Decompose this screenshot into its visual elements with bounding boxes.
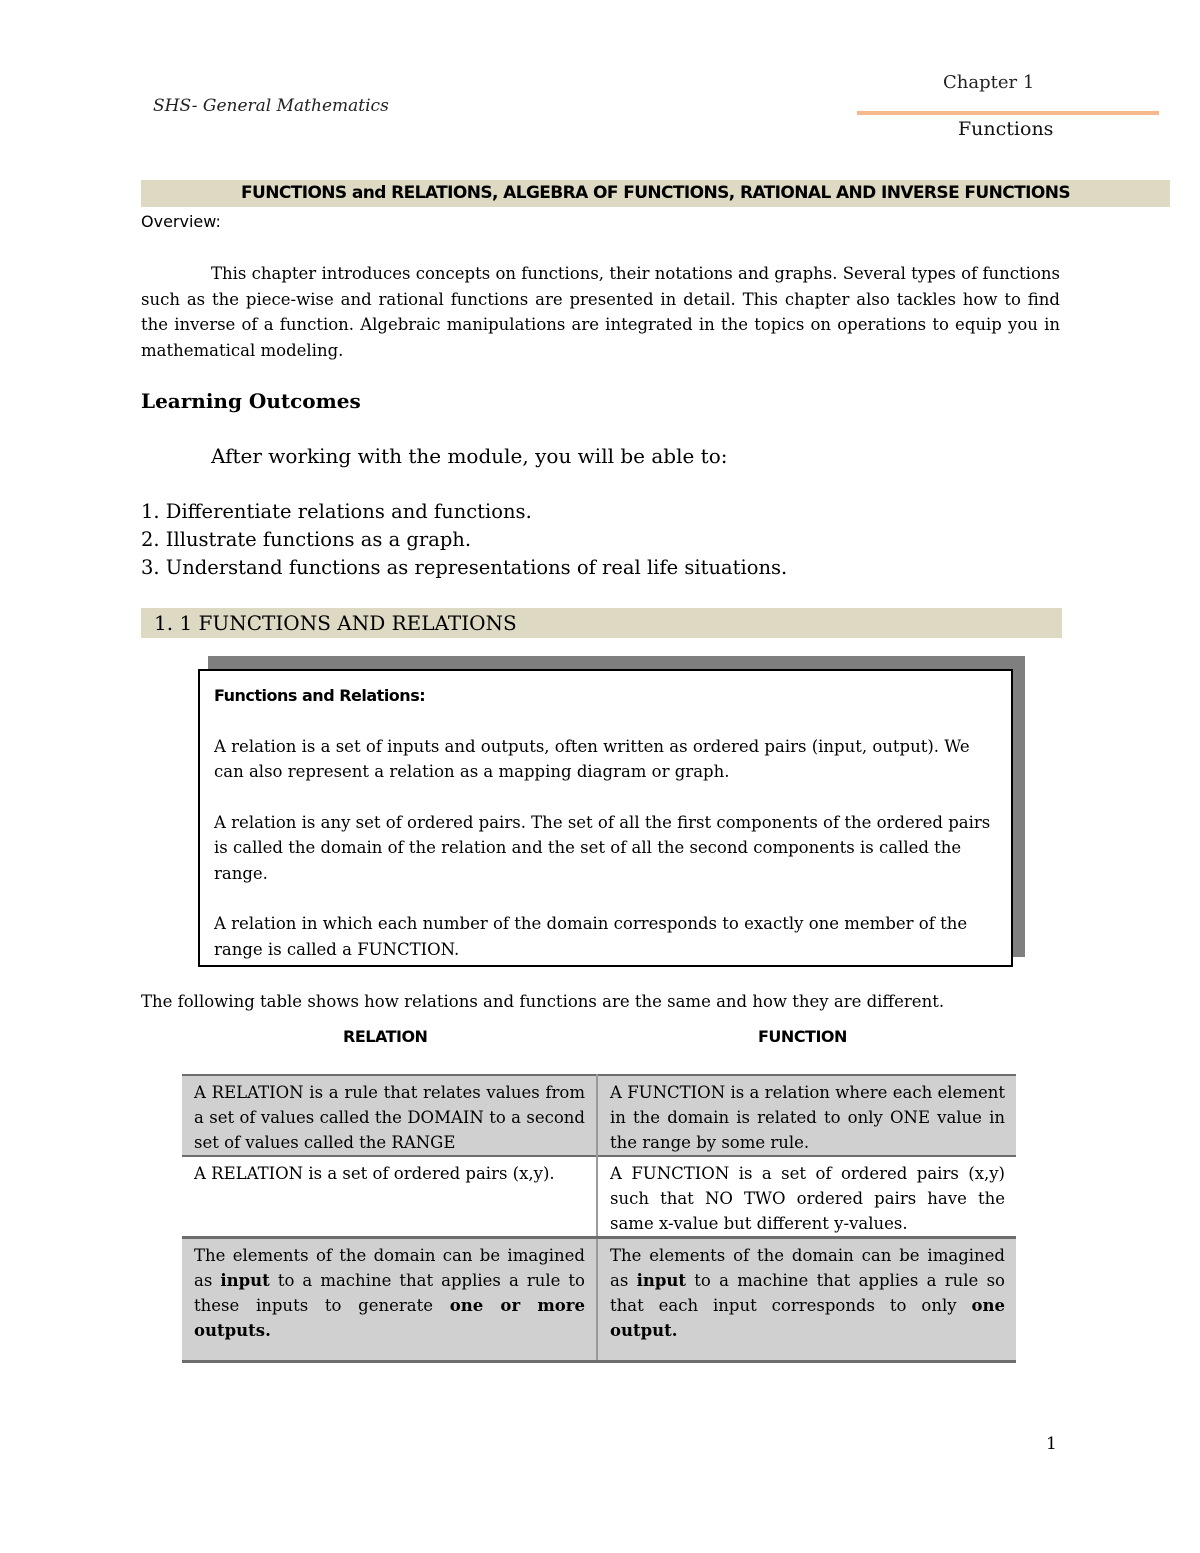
relation-cell [182, 1238, 597, 1362]
table-row [182, 1075, 1016, 1156]
cell-emphasis: input [636, 1271, 687, 1290]
list-item: 3. Understand functions as representations of real life situations. [141, 556, 788, 579]
table-row [182, 1156, 1016, 1238]
cell-emphasis: input [220, 1271, 270, 1290]
cell-emphasis: one or more outputs. [194, 1296, 586, 1340]
table-row [182, 1238, 1016, 1362]
definition-paragraph: A relation in which each number of the domain corresponds to exactly one member of the range is called a FUNCTION. [214, 914, 968, 959]
cell-text: to a machine that applies a rule to these inputs to generate [194, 1271, 585, 1315]
chapter-title: FUNCTIONS and RELATIONS, ALGEBRA OF FUNCTIONS, RATIONAL AND INVERSE FUNCTIONS [141, 180, 1170, 207]
function-cell: A FUNCTION is a relation where each element in the domain is related to only ONE value in the range by some rule. [597, 1075, 1016, 1156]
learning-outcomes-heading: Learning Outcomes [141, 389, 361, 413]
learning-outcomes-list [141, 498, 787, 582]
function-cell [597, 1238, 1016, 1362]
definition-paragraph: A relation is a set of inputs and outputs, often written as ordered pairs (input, output). We can also represent a relation as a mapping diagram or graph. [214, 736, 970, 781]
comparison-intro: The following table shows how relations and functions are the same and how they are different. [141, 992, 945, 1011]
cell-emphasis: one output. [610, 1296, 1005, 1340]
section-heading: 1. 1 FUNCTIONS AND RELATIONS [141, 608, 1062, 638]
page-number: 1 [1046, 1434, 1057, 1454]
definition-box-title: Functions and Relations: [214, 686, 426, 705]
header-rule [857, 111, 1159, 115]
header-chapter: Chapter 1 [943, 72, 1035, 93]
relation-column-header: RELATION [343, 1027, 428, 1046]
function-column-header: FUNCTION [758, 1027, 847, 1046]
cell-text: to a machine that applies a rule so that each input corresponds to only [610, 1271, 1005, 1315]
list-item: 1. Differentiate relations and functions. [141, 500, 532, 523]
header-topic: Functions [958, 118, 1054, 140]
definition-box [198, 669, 1013, 967]
overview-label: Overview: [141, 212, 221, 231]
header-course-title: SHS- General Mathematics [153, 96, 389, 116]
cell-text: The elements of the domain can be imagined as [194, 1246, 585, 1290]
learning-outcomes-intro: After working with the module, you will be able to: [211, 444, 728, 468]
list-item: 2. Illustrate functions as a graph. [141, 528, 472, 551]
relation-cell: A RELATION is a set of ordered pairs (x,y). [182, 1156, 597, 1238]
comparison-table [182, 1074, 1016, 1363]
cell-text: The elements of the domain can be imagined as [610, 1246, 1005, 1290]
overview-text: This chapter introduces concepts on functions, their notations and graphs. Several types of functions such as the piece-wise and rational functions are presented in detail. This chapter also tackles how to find the inverse of a function. Algebraic manipulations are integrated in the topics on operations to equip you in mathematical modeling. [141, 264, 1060, 360]
definition-paragraph: A relation is any set of ordered pairs. The set of all the first components of the ordered pairs is called the domain of the relation and the set of all the second components is called the range. [214, 812, 991, 883]
relation-cell: A RELATION is a rule that relates values from a set of values called the DOMAIN to a second set of values called the RANGE [182, 1075, 597, 1156]
function-cell: A FUNCTION is a set of ordered pairs (x,y) such that NO TWO ordered pairs have the same x-value but different y-values. [597, 1156, 1016, 1238]
